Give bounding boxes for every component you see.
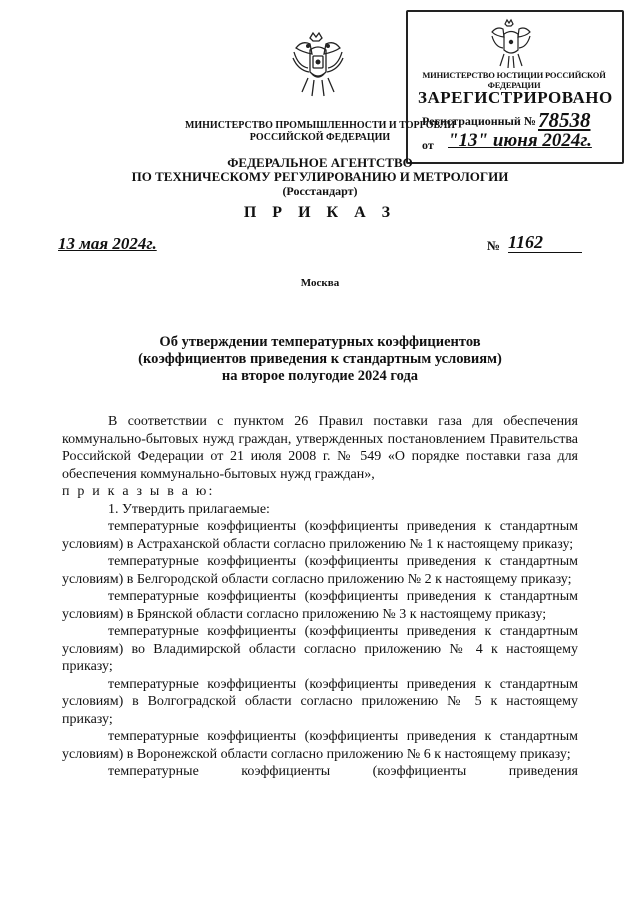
list-item: температурные коэффициенты (коэффициенты приведения bbox=[108, 764, 578, 779]
city: Москва bbox=[300, 277, 340, 289]
subject-line-1: Об утверждении температурных коэффициентов bbox=[159, 334, 481, 350]
list-item: температурные коэффициенты (коэффициенты приведения к стандартным условиям) во Владимирской области согласно приложению № 4 к настоящему приказу; bbox=[62, 624, 578, 674]
stamp-reg-number: 78538 bbox=[538, 108, 591, 132]
preamble: В соответствии с пунктом 26 Правил поставки газа для обеспечения коммунально-бытовых нужд граждан, утвержденных постановлением Правительства Российской Федерации от 21 июля 2008 г. № 549 «О порядке поставки газа для обеспечения коммунально-бытовых нужд граждан», bbox=[62, 414, 578, 482]
ministry-line-2: РОССИЙСКОЙ ФЕДЕРАЦИИ bbox=[249, 132, 391, 143]
stamp-date-prefix: от bbox=[422, 138, 434, 152]
order-word: п р и к а з ы в а ю: bbox=[62, 484, 215, 499]
ministry-heading bbox=[110, 120, 530, 144]
item-1: 1. Утвердить прилагаемые: bbox=[108, 501, 270, 517]
stamp-date: "13" июня 2024г. bbox=[448, 130, 592, 151]
subject-line-3: на второе полугодие 2024 года bbox=[221, 368, 419, 384]
agency-line-3: (Росстандарт) bbox=[282, 184, 358, 198]
list-item: температурные коэффициенты (коэффициенты приведения к стандартным условиям) в Белгородской области согласно приложению № 2 к настоящему приказу; bbox=[62, 554, 578, 587]
stamp-ministry: МИНИСТЕРСТВО ЮСТИЦИИ РОССИЙСКОЙ ФЕДЕРАЦИИ bbox=[422, 70, 606, 90]
order-date: 13 мая 2024г. bbox=[58, 234, 157, 253]
list-item: температурные коэффициенты (коэффициенты приведения к стандартным условиям) в Астраханской области согласно приложению № 1 к настоящему приказу; bbox=[62, 519, 578, 552]
list-item: температурные коэффициенты (коэффициенты приведения к стандартным условиям) в Воронежской области согласно приложению № 6 к настоящему приказу; bbox=[62, 729, 578, 762]
agency-line-1: ФЕДЕРАЛЬНОЕ АГЕНТСТВО bbox=[227, 155, 413, 170]
ministry-line-1: МИНИСТЕРСТВО ПРОМЫШЛЕННОСТИ И ТОРГОВЛИ bbox=[184, 120, 456, 131]
order-number-label: № bbox=[487, 238, 501, 253]
stamp-emblem-icon bbox=[488, 18, 534, 70]
order-subject bbox=[100, 334, 540, 385]
document-type: П Р И К А З bbox=[243, 204, 397, 221]
stamp-reg-label: Регистрационный № bbox=[422, 114, 536, 128]
coat-of-arms-icon bbox=[288, 30, 348, 104]
order-body bbox=[62, 413, 578, 781]
agency-line-2: ПО ТЕХНИЧЕСКОМУ РЕГУЛИРОВАНИЮ И МЕТРОЛОГИИ bbox=[131, 169, 509, 184]
stamp-registered: ЗАРЕГИСТРИРОВАНО bbox=[418, 88, 613, 107]
subject-line-2: (коэффициентов приведения к стандартным условиям) bbox=[138, 351, 502, 367]
list-item: температурные коэффициенты (коэффициенты приведения к стандартным условиям) в Брянской области согласно приложению № 3 к настоящему приказу; bbox=[62, 589, 578, 622]
order-number: 1162 bbox=[508, 232, 582, 253]
list-item: температурные коэффициенты (коэффициенты приведения к стандартным условиям) в Волгоградской области согласно приложению № 5 к настоящему приказу; bbox=[62, 676, 578, 727]
agency-heading bbox=[0, 156, 640, 198]
